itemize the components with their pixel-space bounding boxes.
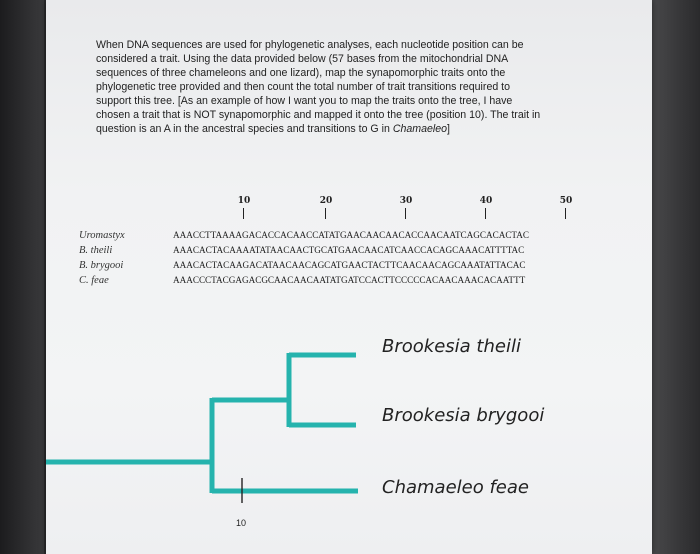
position-label-50: 50	[559, 196, 573, 206]
tip-label-brookesia-theili: Brookesia theili	[382, 336, 521, 357]
trait-10-label: 10	[236, 518, 247, 528]
dna-sequence: AAACACTACAAGACATAACAACAGCATGAACTACTTCAACAACAGCAAATATTACAC	[173, 260, 526, 270]
question-line: When DNA sequences are used for phylogenetic analyses, each nucleotide position can be	[96, 39, 524, 51]
taxon-name: B. theili	[79, 245, 113, 256]
phylogenetic-tree	[46, 0, 652, 554]
worksheet-page	[46, 0, 652, 554]
desk-background-right	[650, 0, 700, 554]
taxon-name: C. feae	[79, 275, 109, 286]
taxon-name: Uromastyx	[79, 230, 125, 241]
taxon-name: B. brygooi	[79, 260, 124, 271]
question-last-prefix: question is an A in the ancestral species and transitions to G in	[96, 123, 393, 135]
question-line: phylogenetic tree provided and then count the total number of trait transitions required to	[96, 81, 510, 93]
question-line: considered a trait. Using the data provided below (57 bases from the mitochondrial DNA	[96, 53, 509, 65]
tip-label-brookesia-brygooi: Brookesia brygooi	[382, 405, 545, 426]
position-label-30: 30	[399, 196, 413, 206]
dna-sequence: AAACCTTAAAAGACACCACAACCATATGAACAACAACACCAACAATCAGCACACTAC	[173, 230, 530, 240]
question-last-suffix: ]	[447, 123, 450, 135]
question-line: support this tree. [As an example of how I want you to map the traits onto the tree, I have	[96, 95, 513, 107]
position-label-10: 10	[237, 196, 251, 206]
genus-name: Chamaeleo	[392, 123, 447, 135]
desk-background-left	[0, 0, 44, 554]
dna-sequence: AAACACTACAAAATATAACAACTGCATGAACAACATCAACCACAGCAAACATTTTAC	[173, 245, 525, 255]
question-line: chosen a trait that is NOT synapomorphic and mapped it onto the tree (position 10). The trait in	[96, 109, 541, 121]
question-line: sequences of three chameleons and one lizard), map the synapomorphic traits onto the	[96, 67, 506, 79]
position-label-40: 40	[479, 196, 493, 206]
position-label-20: 20	[319, 196, 333, 206]
dna-sequence: AAACCCTACGAGACGCAACAACAATATGATCCACTTCCCCCACAACAAACACAATTT	[173, 275, 526, 285]
tip-label-chamaeleo-feae: Chamaeleo feae	[382, 477, 529, 498]
